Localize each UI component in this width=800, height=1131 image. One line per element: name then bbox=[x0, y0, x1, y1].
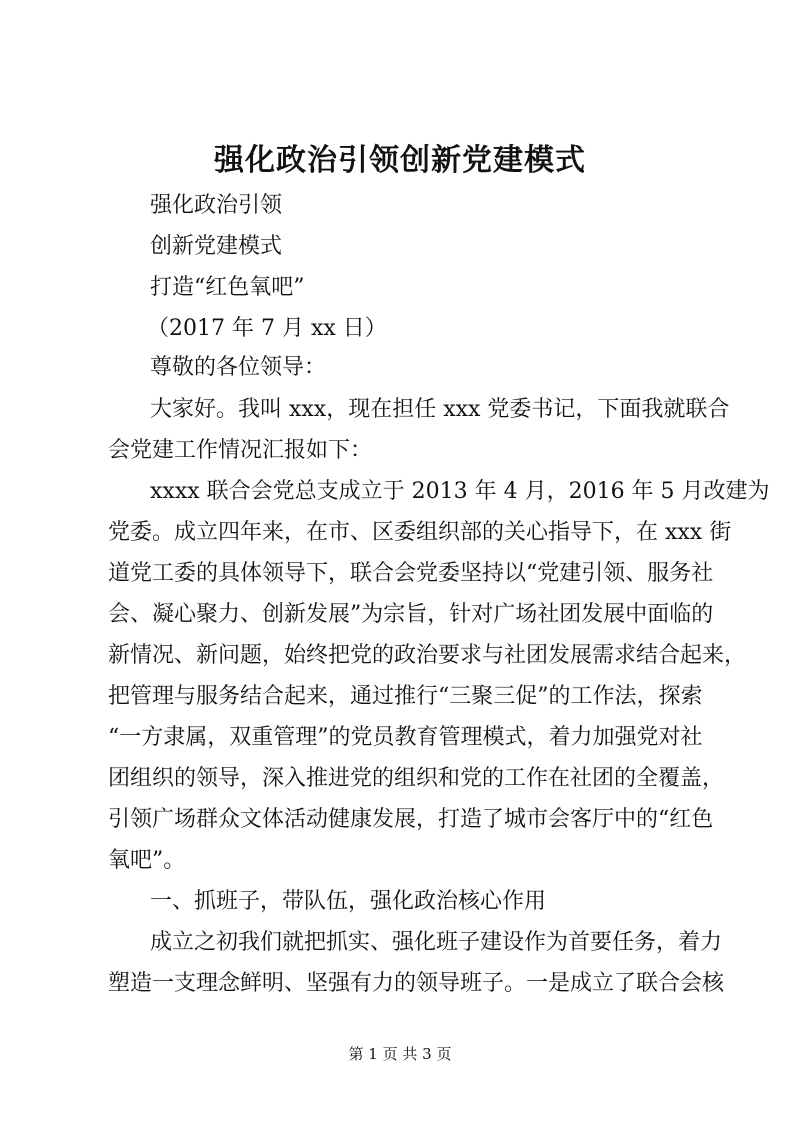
subtitle-line-1: 强化政治引领 bbox=[150, 193, 283, 218]
paragraph-line: 把管理与服务结合起来，通过推行“三聚三促”的工作法，探索 bbox=[108, 684, 703, 709]
date-line: （2017 年 7 月 xx 日） bbox=[147, 316, 387, 341]
section-heading: 一、抓班子，带队伍，强化政治核心作用 bbox=[150, 889, 547, 914]
subtitle-line-3: 打造“红色氧吧” bbox=[150, 275, 305, 300]
paragraph-line: 团组织的领导，深入推进党的组织和党的工作在社团的全覆盖， bbox=[108, 766, 725, 791]
page-footer: 第 1 页 共 3 页 bbox=[348, 1045, 452, 1063]
paragraph-line: 成立之初我们就把抓实、强化班子建设作为首要任务，着力 bbox=[150, 930, 723, 955]
paragraph-line: 引领广场群众文体活动健康发展，打造了城市会客厅中的“红色 bbox=[108, 807, 714, 832]
paragraph-line: 党委。成立四年来，在市、区委组织部的关心指导下，在 xxx 街 bbox=[108, 520, 732, 545]
paragraph-line: xxxx 联合会党总支成立于 2013 年 4 月，2016 年 5 月改建为 bbox=[150, 479, 770, 504]
salutation: 尊敬的各位领导： bbox=[150, 355, 327, 380]
paragraph-line: 大家好。我叫 xxx，现在担任 xxx 党委书记，下面我就联合 bbox=[150, 397, 730, 422]
paragraph-line: 氧吧”。 bbox=[108, 848, 186, 873]
paragraph-line: “一方隶属，双重管理”的党员教育管理模式，着力加强党对社 bbox=[108, 725, 703, 750]
paragraph-line: 会、凝心聚力、创新发展”为宗旨，针对广场社团发展中面临的 bbox=[108, 602, 714, 627]
paragraph-line: 会党建工作情况汇报如下： bbox=[108, 438, 373, 463]
paragraph-line: 新情况、新问题，始终把党的政治要求与社团发展需求结合起来， bbox=[108, 643, 747, 668]
paragraph-line: 道党工委的具体领导下，联合会党委坚持以“党建引领、服务社 bbox=[108, 561, 714, 586]
document-title: 强化政治引领创新党建模式 bbox=[214, 143, 586, 178]
paragraph-line: 塑造一支理念鲜明、坚强有力的领导班子。一是成立了联合会核 bbox=[108, 971, 725, 996]
subtitle-line-2: 创新党建模式 bbox=[150, 234, 283, 259]
